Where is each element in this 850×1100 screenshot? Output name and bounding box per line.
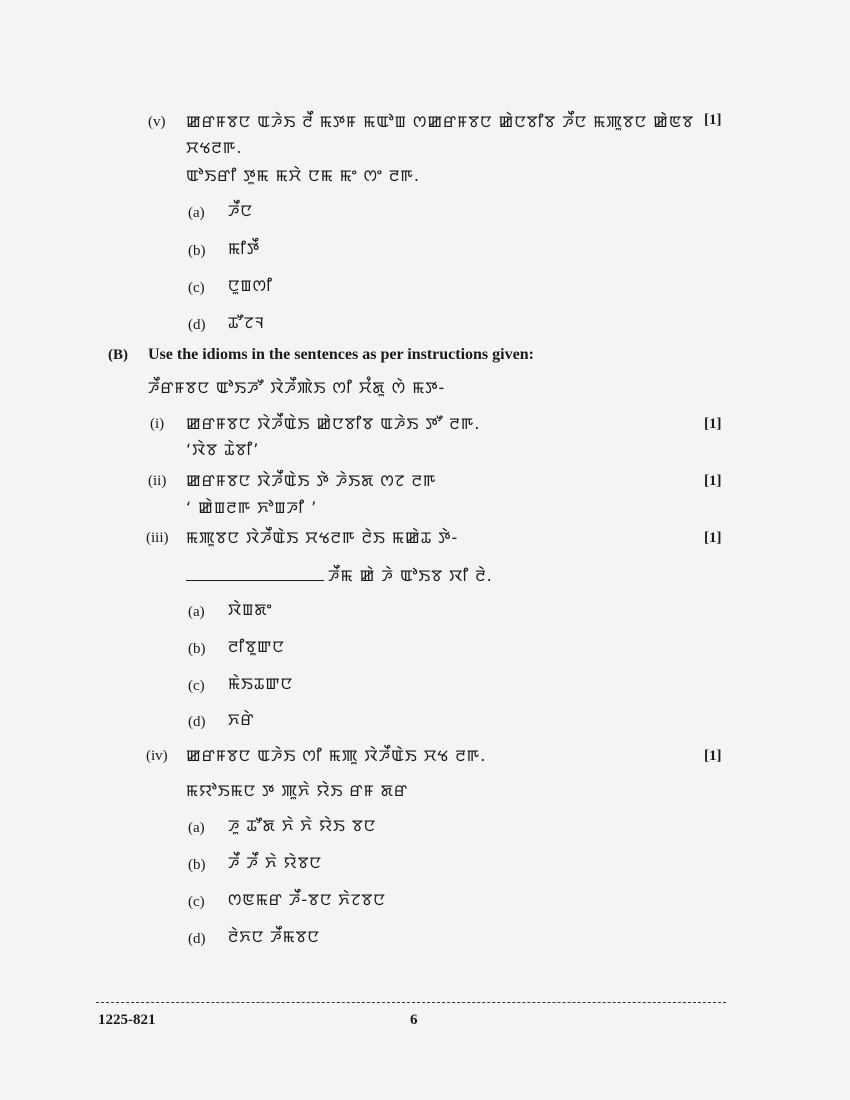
question-v-line1: ꯀꯔꯝꯕꯅ ꯑꯍꯥꯏ ꯂꯩ ꯃꯇꯝ ꯃꯑꯣꯡ ꯁꯀꯔꯝꯕꯅ ꯀꯥꯅꯕꯤꯕ ꯍꯩꯅ ꯃꯄꯨꯕꯅ ꯀꯥꯟꯕ bbox=[186, 112, 695, 131]
question-v-line2: ꯆꯠꯂꯒ. bbox=[186, 138, 243, 157]
question-v-option-d-label: (d) bbox=[188, 317, 206, 333]
question-v-option-a-label: (a) bbox=[188, 205, 205, 221]
question-ii-mark: [1] bbox=[704, 473, 722, 489]
question-v-mark: [1] bbox=[704, 112, 722, 128]
question-iv-option-a: ꯍꯨ ꯊꯧꯗ ꯈꯥ ꯈꯥ ꯌꯥꯏ ꯕꯅ bbox=[228, 816, 377, 835]
question-v-line3: ꯑꯣꯏꯔꯤ ꯇꯨꯃ ꯃꯆꯥ ꯅꯃ ꯃꯦ ꯁꯦ ꯂꯒ. bbox=[186, 166, 420, 185]
question-v-option-c: ꯅꯨꯡꯁꯤ bbox=[228, 276, 273, 295]
question-iii-option-a: ꯋꯥꯡꯗꯦ bbox=[228, 600, 273, 619]
question-iv-option-b-label: (b) bbox=[188, 857, 206, 873]
paper-code: 1225-821 bbox=[98, 1012, 156, 1028]
page-number: 6 bbox=[410, 1012, 418, 1028]
question-i-line1: ꯀꯔꯝꯕꯅ ꯋꯥꯍꯩꯑꯥꯏ ꯀꯥꯅꯕꯤꯕ ꯑꯍꯥꯏ ꯇꯧ ꯂꯒ. bbox=[186, 414, 481, 433]
question-iv-mark: [1] bbox=[704, 748, 722, 764]
question-iii-mark: [1] bbox=[704, 530, 722, 546]
question-iv-option-d: ꯂꯥꯈꯅ ꯍꯩꯃꯕꯅ bbox=[228, 927, 320, 946]
question-iii-option-b-label: (b) bbox=[188, 641, 206, 657]
question-iii-option-c-label: (c) bbox=[188, 678, 205, 694]
question-iii-line2 bbox=[186, 566, 493, 586]
footer-divider bbox=[96, 1002, 726, 1003]
question-iv-line2: ꯃꯌꯣꯏꯃꯅ ꯇ ꯄꯨꯈꯥ ꯌꯥꯏ ꯔꯝ ꯗꯔ bbox=[186, 781, 409, 800]
question-i-number: (i) bbox=[150, 416, 165, 432]
question-v-option-b-label: (b) bbox=[188, 243, 206, 259]
question-iii-option-a-label: (a) bbox=[188, 604, 205, 620]
question-iv-option-b: ꯍꯩ ꯍꯩ ꯈꯥ ꯌꯥꯕꯅ bbox=[228, 853, 322, 872]
section-b-script-line: ꯍꯩꯔꯝꯕꯅ ꯑꯣꯏꯍꯧ ꯋꯥꯍꯩꯄꯥꯏ ꯁꯤ ꯆꯪꯗꯨ ꯁꯥ ꯃꯇ- bbox=[148, 378, 446, 397]
question-iv-number: (iv) bbox=[146, 748, 168, 764]
question-v-number: (v) bbox=[148, 114, 166, 130]
question-v-option-a: ꯍꯩꯅ bbox=[228, 201, 253, 220]
question-ii-line1: ꯀꯔꯝꯕꯅ ꯋꯥꯍꯩꯑꯥꯏ ꯇꯥ ꯍꯥꯏꯗ ꯁꯖ ꯂꯒ bbox=[186, 471, 437, 490]
question-iii-line2-text: ꯍꯩꯃ ꯀꯥ ꯍꯥ ꯑꯣꯏꯕ ꯋꯤ ꯂꯥ. bbox=[328, 566, 493, 585]
question-iii-option-b: ꯂꯤꯕꯨꯛꯅ bbox=[228, 637, 285, 656]
section-b-instruction: Use the idioms in the sentences as per instructions given: bbox=[148, 346, 534, 363]
question-i-line2: ‘ꯋꯥꯕ ꯊꯥꯕꯤ’ bbox=[186, 440, 260, 459]
question-iv-option-c-label: (c) bbox=[188, 894, 205, 910]
question-ii-line2: ‘ ꯀꯥꯡꯂꯒ ꯈꯣꯡꯍꯤ ’ bbox=[186, 498, 318, 517]
question-iii-option-d: ꯈꯔꯥ bbox=[228, 710, 255, 729]
section-b-label: (B) bbox=[108, 347, 128, 363]
answer-blank bbox=[186, 566, 324, 581]
question-i-mark: [1] bbox=[704, 416, 722, 432]
question-iv-option-c: ꯁꯟꯃꯔ ꯍꯩ-ꯕꯅ ꯈꯥꯖꯕꯅ bbox=[228, 890, 386, 909]
question-ii-number: (ii) bbox=[148, 473, 167, 489]
question-iv-line1: ꯀꯔꯝꯕꯅ ꯑꯍꯥꯏ ꯁꯤ ꯃꯄꯨ ꯋꯥꯍꯩꯑꯥꯏ ꯆꯠ ꯂꯒ. bbox=[186, 746, 487, 765]
question-iii-number: (iii) bbox=[146, 530, 169, 546]
question-v-option-d: ꯊꯧꯖꯜ bbox=[228, 313, 265, 332]
question-iv-option-a-label: (a) bbox=[188, 820, 205, 836]
question-iii-option-c: ꯃꯥꯏꯊꯛꯅ bbox=[228, 674, 293, 693]
question-iii-line1: ꯃꯄꯨꯕꯅ ꯋꯥꯍꯩꯑꯥꯏ ꯆꯠꯂꯒ ꯂꯥꯏ ꯃꯀꯥꯊ ꯇꯥ- bbox=[186, 528, 459, 547]
question-v-option-b: ꯃꯤꯇꯩ bbox=[228, 239, 261, 258]
question-iv-option-d-label: (d) bbox=[188, 931, 206, 947]
question-iii-option-d-label: (d) bbox=[188, 714, 206, 730]
question-v-option-c-label: (c) bbox=[188, 280, 205, 296]
